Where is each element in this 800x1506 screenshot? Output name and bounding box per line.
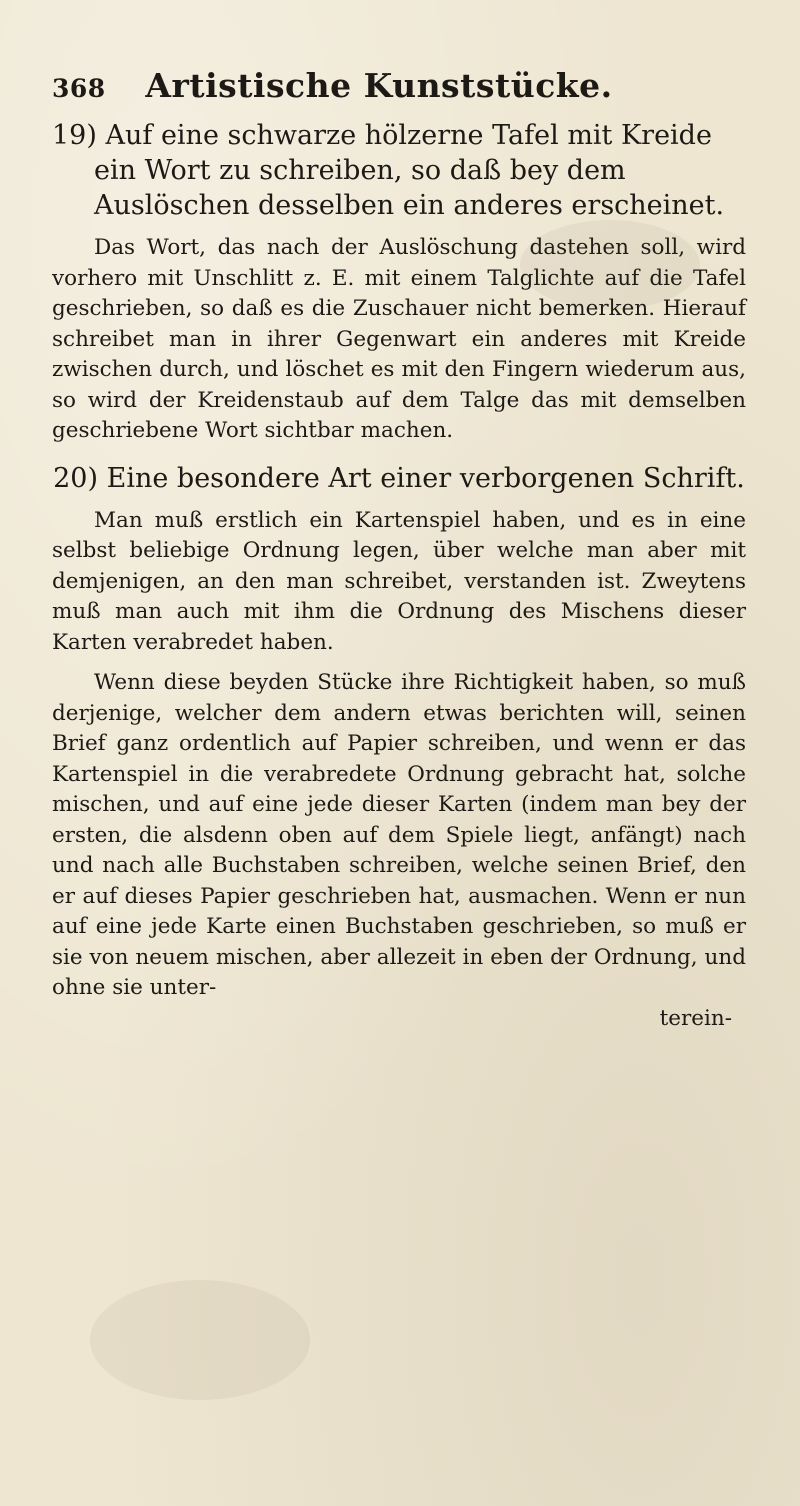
section-title: Auf eine schwarze hölzerne Tafel mit Kreide ein Wort zu schreiben, so daß bey dem Auslöschen desselben ein anderes erscheinet. [94, 120, 725, 221]
section-19-heading [52, 118, 746, 223]
paper-stain [90, 1280, 310, 1400]
section-number: 19) [52, 120, 97, 151]
catchword: terein- [659, 1005, 732, 1031]
section-19-paragraph: Das Wort, das nach der Auslöschung dastehen soll, wird vorhero mit Unschlitt z. E. mit einem Talglichte auf die Tafel geschrieben, so daß es die Zuschauer nicht bemerken. Hierauf schreibet man in ihrer Gegenwart ein anderes mit Kreide zwischen durch, und löschet es mit den Fingern wiederum aus, so wird der Kreidenstaub auf dem Talge das mit demselben geschriebene Wort sichtbar machen. [52, 235, 746, 443]
section-number: 20) [53, 462, 99, 494]
section-title: Eine besondere Art einer verborgenen Schrift. [106, 462, 745, 494]
page-number: 368 [52, 74, 106, 103]
section-20-paragraph-1: Man muß erstlich ein Kartenspiel haben, und es in eine selbst beliebige Ordnung legen, über welche man aber mit demjenigen, an den man schreibet, verstanden ist. Zweytens muß man auch mit ihm die Ordnung des Mischens dieser Karten verabredet haben. [52, 507, 746, 655]
running-title: Artistische Kunststücke. [145, 66, 613, 105]
section-20-paragraph-2: Wenn diese beyden Stücke ihre Richtigkeit haben, so muß derjenige, welcher dem andern etwas berichten will, seinen Brief ganz ordentlich auf Papier schreiben, und wenn er das Kartenspiel in die verabredete Ordnung gebracht hat, solche mischen, und auf eine jede dieser Karten (indem man bey der ersten, die alsdenn oben auf dem Spiele liegt, anfängt) nach und nach alle Buchstaben schreiben, welche seinen Brief, den er auf dieses Papier geschrieben hat, ausmachen. Wenn er nun auf eine jede Karte einen Buchstaben geschrieben, so muß er sie von neuem mischen, aber allezeit in eben der Ordnung, und ohne sie unter- [52, 670, 746, 1000]
section-20-heading [52, 461, 746, 496]
page-header [52, 66, 746, 112]
